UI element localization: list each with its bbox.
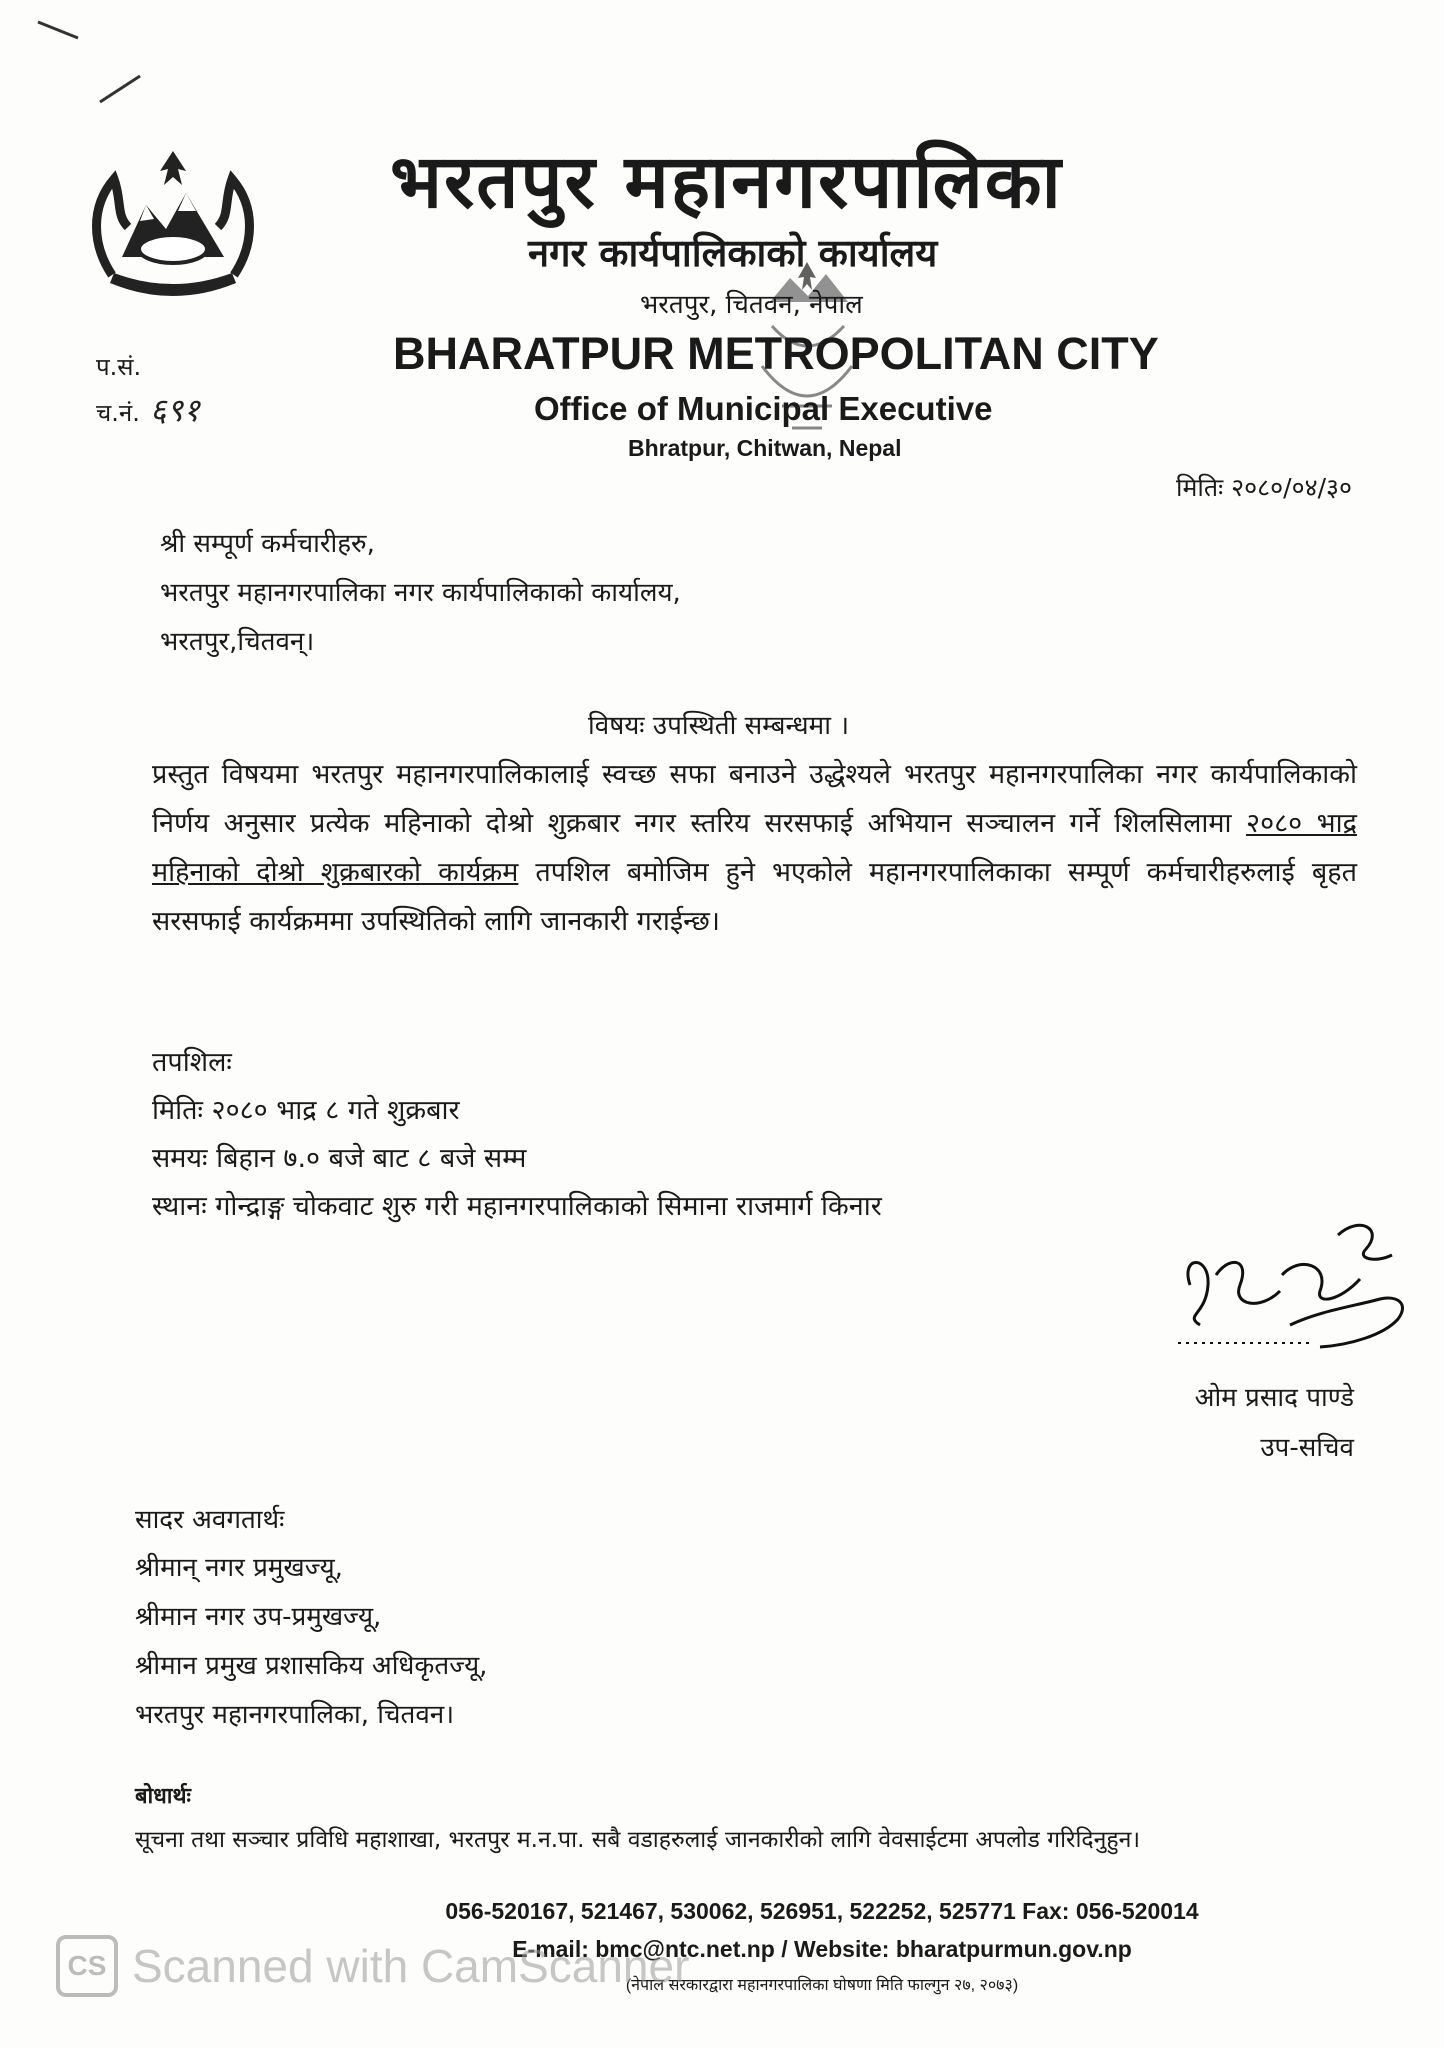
cn-value: ६९१: [149, 391, 200, 429]
info-text: सूचना तथा सञ्चार प्रविधि महाशाखा, भरतपुर म.न.पा. सबै वडाहरुलाई जानकारीको लागि वेवसाईटमा अपलोड गरिदिनुहुन।: [135, 1827, 1141, 1853]
cn-label: च.नं.: [96, 399, 140, 427]
schedule-time: समयः बिहान ७.० बजे बाट ८ बजे सम्म: [152, 1143, 527, 1174]
nepal-emblem-icon: [82, 145, 264, 305]
letter-date: मितिः २०८०/०४/३०: [1176, 473, 1352, 502]
org-name-nepali: भरतपुर महानगरपालिका: [390, 139, 1063, 225]
scan-mark-lines: [30, 10, 150, 110]
camscanner-logo-icon: CS: [56, 1935, 118, 1997]
addressee-line: श्री सम्पूर्ण कर्मचारीहरु,: [160, 529, 375, 559]
body-text: प्रस्तुत विषयमा भरतपुर महानगरपालिकालाई स्वच्छ सफा बनाउने उद्धेश्यले भरतपुर महानगरपालिका नगर कार्यपालिकाको निर्णय अनुसार प्रत्येक महिनाको दोश्रो शुक्रबार नगर स्तरिय सरसफाई अभियान सञ्चालन गर्ने शिलसिलामा: [152, 759, 1357, 839]
org-name-english: BHARATPUR METROPOLITAN CITY: [393, 328, 1159, 379]
footer-contact: E-mail: bmc@ntc.net.np / Website: bharatpurmun.gov.np: [512, 1936, 1132, 1962]
info-label: बोधार्थः: [135, 1784, 191, 1809]
body-highlight: २०८० भाद्र महिनाको दोश्रो शुक्रबारको कार्यक्रम: [152, 808, 1357, 888]
footer-phones: 056-520167, 521467, 530062, 526951, 522252, 525771 Fax: 056-520014: [445, 1898, 1199, 1924]
signatory-name: ओम प्रसाद पाण्डे: [1194, 1383, 1354, 1413]
signature-icon: [1170, 1215, 1430, 1385]
camscanner-watermark: [56, 1935, 689, 1997]
office-address-english: Bhratpur, Chitwan, Nepal: [628, 435, 902, 461]
letter-body: [152, 750, 1357, 946]
schedule-date: मितिः २०८० भाद्र ८ गते शुक्रबार: [152, 1095, 460, 1126]
footer-note: (नेपाल सरकारद्वारा महानगरपालिका घोषणा मिति फाल्गुन २७, २०७३): [625, 1977, 1019, 1994]
schedule-place: स्थानः गोन्द्राङ्ग चोकवाट शुरु गरी महानगरपालिकाको सिमाना राजमार्ग किनार: [152, 1191, 882, 1222]
office-address-nepali: भरतपुर, चितवन, नेपाल: [640, 290, 863, 320]
addressee-line: भरतपुर,चितवन्।: [160, 627, 315, 657]
cc-recipient: श्रीमान प्रमुख प्रशासकिय अधिकृतज्यू,: [135, 1651, 488, 1681]
cc-recipient: श्रीमान् नगर प्रमुखज्यू,: [135, 1553, 343, 1583]
office-name-english: Office of Municipal Executive: [534, 390, 993, 427]
cn-number: [96, 388, 200, 431]
cc-recipient: भरतपुर महानगरपालिका, चितवन।: [135, 1700, 455, 1730]
ps-number: [96, 350, 141, 383]
cc-recipient: श्रीमान नगर उप-प्रमुखज्यू,: [135, 1602, 382, 1632]
signatory-title: उप-सचिव: [1260, 1433, 1354, 1463]
body-text: तपशिल बमोजिम हुने भएकोले महानगरपालिकाका सम्पूर्ण कर्मचारीहरुलाई बृहत सरसफाई कार्यक्रममा उपस्थितिको लागि जानकारी गराईन्छ।: [152, 857, 1357, 937]
watermark-text: Scanned with CamScanner: [132, 1940, 690, 1992]
cc-heading: सादर अवगतार्थः: [135, 1505, 285, 1535]
office-name-nepali: नगर कार्यपालिकाको कार्यालय: [528, 231, 938, 275]
letter-subject: विषयः उपस्थिती सम्बन्धमा ।: [588, 711, 850, 741]
schedule-heading: तपशिलः: [152, 1047, 232, 1078]
addressee-line: भरतपुर महानगरपालिका नगर कार्यपालिकाको कार्यालय,: [160, 578, 681, 608]
ps-label: प.सं.: [96, 353, 142, 381]
